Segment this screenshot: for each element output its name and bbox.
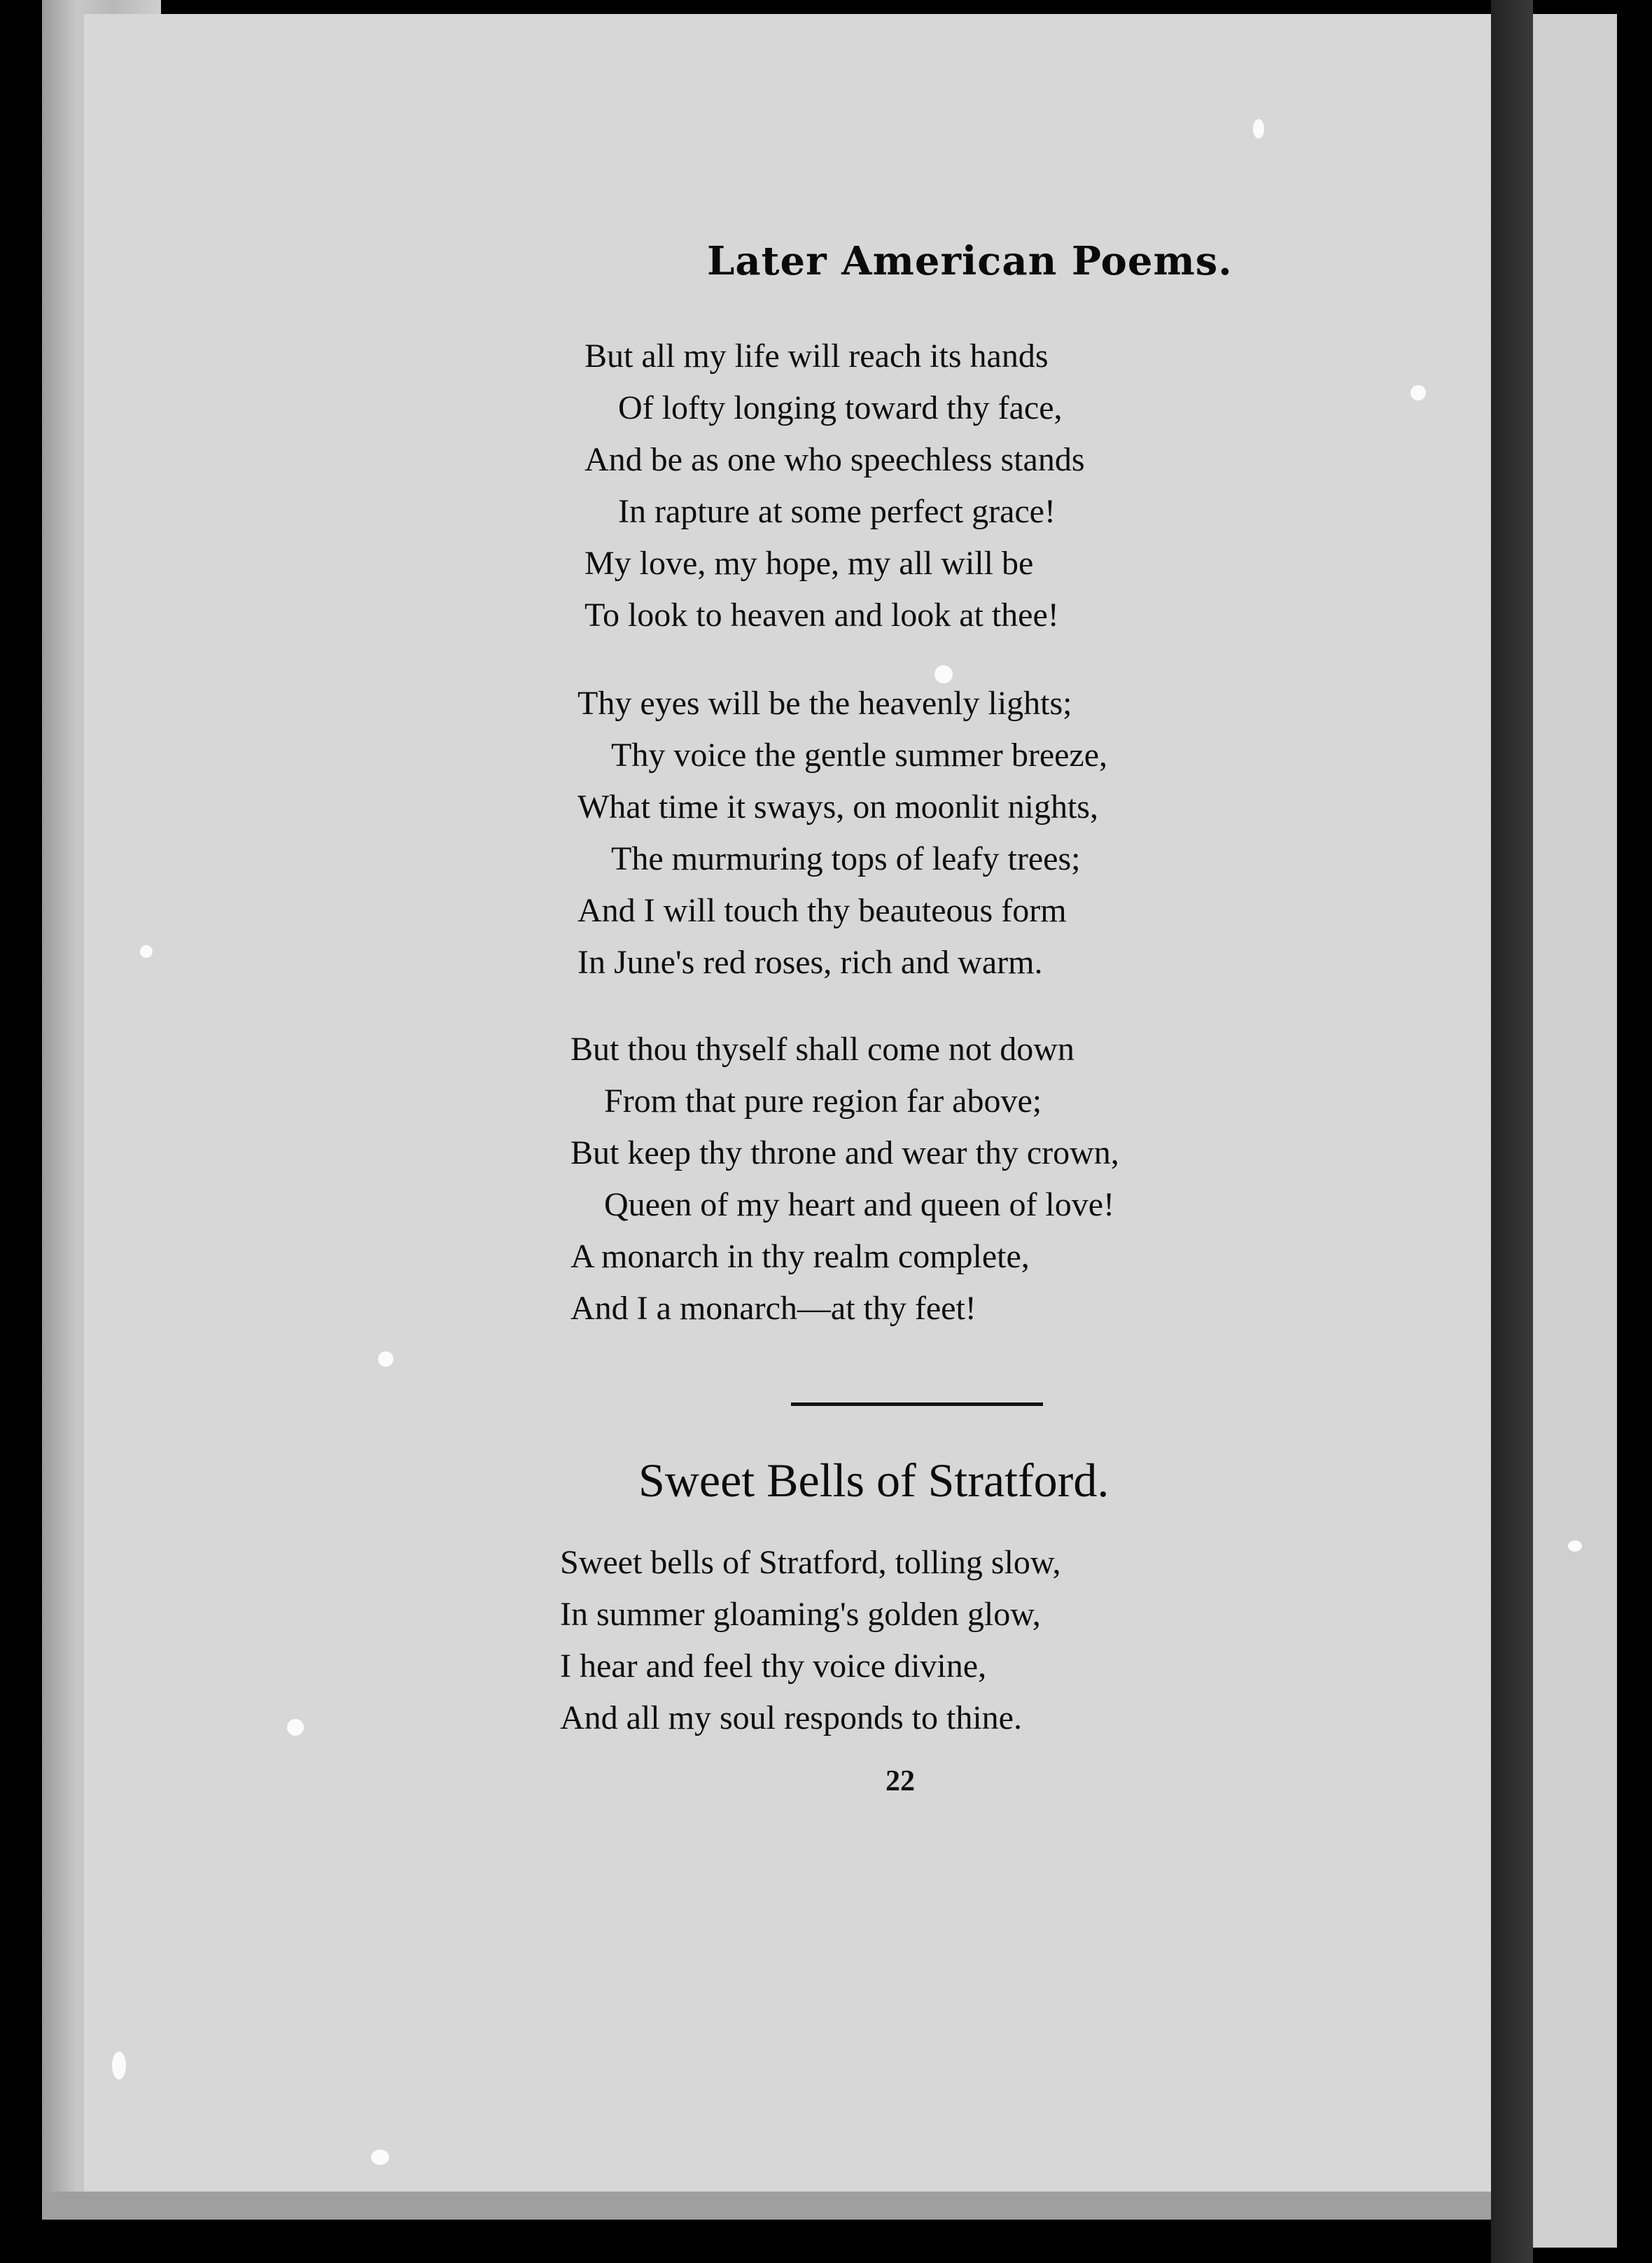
page-number: 22	[886, 1765, 915, 1797]
poem-line: To look to heaven and look at thee!	[584, 597, 1059, 634]
scan-speck	[140, 945, 153, 958]
poem-line: Thy voice the gentle summer breeze,	[611, 737, 1108, 774]
stanza-1	[584, 330, 1085, 641]
poem-line: I hear and feel thy voice divine,	[560, 1648, 987, 1685]
facing-page-edge	[1533, 14, 1617, 2248]
section-divider	[791, 1402, 1043, 1406]
poem-line: And all my soul responds to thine.	[560, 1699, 1022, 1736]
poem-line: The murmuring tops of leafy trees;	[611, 840, 1081, 877]
poem-line: From that pure region far above;	[604, 1082, 1042, 1120]
running-head: Later American Poems.	[707, 238, 1233, 284]
scan-speck	[934, 665, 953, 683]
scan-speck	[1410, 385, 1426, 401]
poem-line: What time it sways, on moonlit nights,	[578, 788, 1098, 826]
scan-speck	[378, 1351, 393, 1367]
poem-line: In rapture at some perfect grace!	[618, 493, 1056, 530]
stanza-2	[578, 678, 1107, 989]
poem-line: Of lofty longing toward thy face,	[618, 389, 1063, 426]
book-page-bottom-edge	[42, 2192, 1526, 2220]
scan-speck	[1568, 1540, 1582, 1552]
poem-line: Sweet bells of Stratford, tolling slow,	[560, 1544, 1061, 1581]
poem-line: In June's red roses, rich and warm.	[578, 944, 1043, 981]
poem-line: Thy eyes will be the heavenly lights;	[578, 685, 1072, 722]
poem-title: Sweet Bells of Stratford.	[638, 1454, 1110, 1507]
poem-line: A monarch in thy realm complete,	[570, 1238, 1030, 1275]
stanza-new-poem	[560, 1537, 1060, 1744]
scan-speck	[1253, 119, 1264, 139]
poem-line: And be as one who speechless stands	[584, 441, 1085, 478]
book-gutter	[1491, 0, 1533, 2263]
poem-line: But all my life will reach its hands	[584, 337, 1049, 375]
stanza-3	[570, 1024, 1119, 1335]
scan-speck	[112, 2052, 126, 2080]
poem-line: But keep thy throne and wear thy crown,	[570, 1134, 1119, 1171]
poem-line: My love, my hope, my all will be	[584, 545, 1034, 582]
poem-line: But thou thyself shall come not down	[570, 1031, 1074, 1068]
poem-line: In summer gloaming's golden glow,	[560, 1596, 1041, 1633]
poem-line: And I a monarch—at thy feet!	[570, 1290, 976, 1327]
poem-line: Queen of my heart and queen of love!	[604, 1186, 1115, 1223]
scan-speck	[371, 2150, 389, 2165]
poem-line: And I will touch thy beauteous form	[578, 892, 1067, 929]
scan-speck	[287, 1719, 304, 1736]
